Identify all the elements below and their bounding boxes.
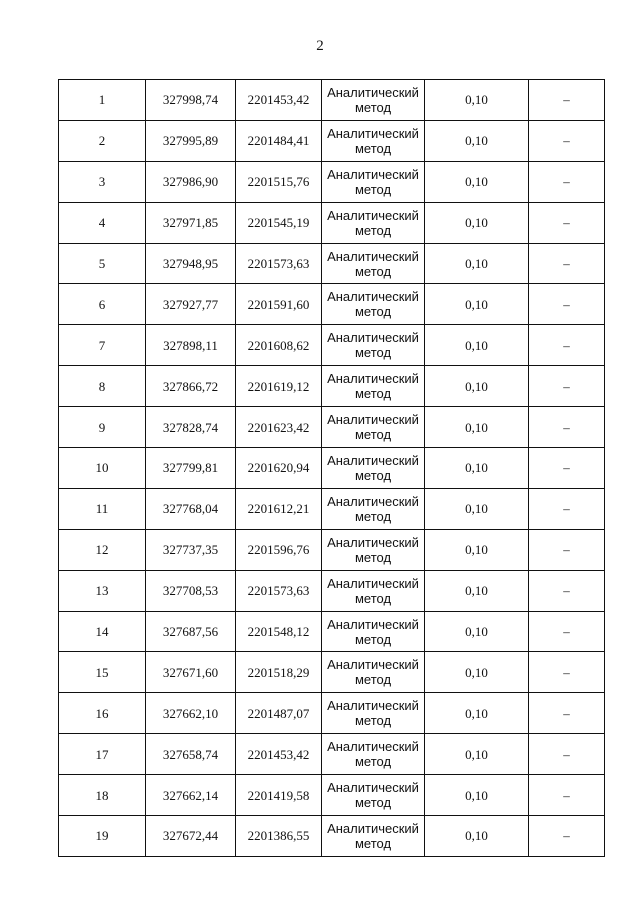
accuracy-cell: 0,10 (425, 816, 529, 857)
y-coordinate-cell: 2201608,62 (236, 325, 322, 366)
description-cell: – (529, 448, 605, 489)
method-line-2: метод (354, 427, 392, 443)
point-number-cell: 13 (59, 570, 146, 611)
accuracy-cell: 0,10 (425, 243, 529, 284)
x-coordinate-cell: 327828,74 (146, 407, 236, 448)
accuracy-cell: 0,10 (425, 202, 529, 243)
accuracy-cell: 0,10 (425, 652, 529, 693)
method-cell (322, 448, 425, 489)
method-line-1: Аналитический (327, 493, 419, 509)
method-line-1: Аналитический (327, 820, 419, 836)
point-number-cell: 12 (59, 529, 146, 570)
point-number-cell: 4 (59, 202, 146, 243)
accuracy-cell: 0,10 (425, 80, 529, 121)
method-line-2: метод (354, 754, 392, 770)
method-line-1: Аналитический (327, 289, 419, 305)
y-coordinate-cell: 2201548,12 (236, 611, 322, 652)
table-row (59, 775, 605, 816)
description-cell: – (529, 652, 605, 693)
y-coordinate-cell: 2201484,41 (236, 120, 322, 161)
accuracy-cell: 0,10 (425, 693, 529, 734)
method-line-1: Аналитический (327, 534, 419, 550)
x-coordinate-cell: 327898,11 (146, 325, 236, 366)
point-number-cell: 8 (59, 366, 146, 407)
x-coordinate-cell: 327927,77 (146, 284, 236, 325)
method-line-2: метод (354, 140, 392, 156)
table-row (59, 161, 605, 202)
table-row (59, 816, 605, 857)
y-coordinate-cell: 2201573,63 (236, 243, 322, 284)
description-cell: – (529, 775, 605, 816)
accuracy-cell: 0,10 (425, 734, 529, 775)
method-cell (322, 693, 425, 734)
method-line-1: Аналитический (327, 84, 419, 100)
method-line-1: Аналитический (327, 207, 419, 223)
method-line-2: метод (354, 467, 392, 483)
x-coordinate-cell: 327708,53 (146, 570, 236, 611)
point-number-cell: 9 (59, 407, 146, 448)
accuracy-cell: 0,10 (425, 407, 529, 448)
description-cell: – (529, 816, 605, 857)
method-cell (322, 325, 425, 366)
x-coordinate-cell: 327948,95 (146, 243, 236, 284)
description-cell: – (529, 570, 605, 611)
table-row (59, 529, 605, 570)
method-cell (322, 816, 425, 857)
description-cell: – (529, 611, 605, 652)
method-line-2: метод (354, 549, 392, 565)
accuracy-cell: 0,10 (425, 611, 529, 652)
y-coordinate-cell: 2201453,42 (236, 734, 322, 775)
table-body (59, 80, 605, 857)
point-number-cell: 18 (59, 775, 146, 816)
method-line-2: метод (354, 508, 392, 524)
x-coordinate-cell: 327971,85 (146, 202, 236, 243)
method-line-1: Аналитический (327, 452, 419, 468)
y-coordinate-cell: 2201518,29 (236, 652, 322, 693)
table-row (59, 366, 605, 407)
description-cell: – (529, 693, 605, 734)
y-coordinate-cell: 2201612,21 (236, 488, 322, 529)
method-line-2: метод (354, 304, 392, 320)
description-cell: – (529, 161, 605, 202)
method-cell (322, 366, 425, 407)
y-coordinate-cell: 2201545,19 (236, 202, 322, 243)
method-line-1: Аналитический (327, 412, 419, 428)
table-row (59, 488, 605, 529)
y-coordinate-cell: 2201596,76 (236, 529, 322, 570)
page-number: 2 (316, 38, 324, 54)
method-line-1: Аналитический (327, 780, 419, 796)
x-coordinate-cell: 327986,90 (146, 161, 236, 202)
point-number-cell: 15 (59, 652, 146, 693)
y-coordinate-cell: 2201573,63 (236, 570, 322, 611)
description-cell: – (529, 284, 605, 325)
x-coordinate-cell: 327658,74 (146, 734, 236, 775)
point-number-cell: 16 (59, 693, 146, 734)
method-line-1: Аналитический (327, 739, 419, 755)
point-number-cell: 1 (59, 80, 146, 121)
point-number-cell: 6 (59, 284, 146, 325)
table-row (59, 693, 605, 734)
x-coordinate-cell: 327687,56 (146, 611, 236, 652)
description-cell: – (529, 325, 605, 366)
method-line-2: метод (354, 99, 392, 115)
method-line-1: Аналитический (327, 166, 419, 182)
table-row (59, 407, 605, 448)
method-line-1: Аналитический (327, 248, 419, 264)
method-cell (322, 407, 425, 448)
coordinates-table (58, 79, 605, 857)
method-line-2: метод (354, 590, 392, 606)
table-row (59, 202, 605, 243)
method-line-1: Аналитический (327, 125, 419, 141)
table-row (59, 325, 605, 366)
x-coordinate-cell: 327998,74 (146, 80, 236, 121)
point-number-cell: 14 (59, 611, 146, 652)
accuracy-cell: 0,10 (425, 448, 529, 489)
method-cell (322, 529, 425, 570)
method-cell (322, 611, 425, 652)
method-line-2: метод (354, 345, 392, 361)
point-number-cell: 19 (59, 816, 146, 857)
method-cell (322, 80, 425, 121)
y-coordinate-cell: 2201515,76 (236, 161, 322, 202)
x-coordinate-cell: 327662,14 (146, 775, 236, 816)
method-cell (322, 570, 425, 611)
description-cell: – (529, 366, 605, 407)
method-cell (322, 652, 425, 693)
accuracy-cell: 0,10 (425, 325, 529, 366)
description-cell: – (529, 488, 605, 529)
y-coordinate-cell: 2201619,12 (236, 366, 322, 407)
point-number-cell: 10 (59, 448, 146, 489)
y-coordinate-cell: 2201620,94 (236, 448, 322, 489)
table-row (59, 80, 605, 121)
y-coordinate-cell: 2201386,55 (236, 816, 322, 857)
method-line-1: Аналитический (327, 371, 419, 387)
table-row (59, 120, 605, 161)
y-coordinate-cell: 2201419,58 (236, 775, 322, 816)
point-number-cell: 7 (59, 325, 146, 366)
x-coordinate-cell: 327768,04 (146, 488, 236, 529)
accuracy-cell: 0,10 (425, 366, 529, 407)
method-cell (322, 775, 425, 816)
y-coordinate-cell: 2201591,60 (236, 284, 322, 325)
point-number-cell: 5 (59, 243, 146, 284)
table-row (59, 284, 605, 325)
description-cell: – (529, 734, 605, 775)
description-cell: – (529, 80, 605, 121)
method-line-2: метод (354, 835, 392, 851)
accuracy-cell: 0,10 (425, 120, 529, 161)
accuracy-cell: 0,10 (425, 529, 529, 570)
y-coordinate-cell: 2201623,42 (236, 407, 322, 448)
point-number-cell: 2 (59, 120, 146, 161)
method-cell (322, 243, 425, 284)
table-row (59, 448, 605, 489)
x-coordinate-cell: 327672,44 (146, 816, 236, 857)
method-cell (322, 120, 425, 161)
table-row (59, 652, 605, 693)
point-number-cell: 11 (59, 488, 146, 529)
description-cell: – (529, 529, 605, 570)
accuracy-cell: 0,10 (425, 488, 529, 529)
accuracy-cell: 0,10 (425, 161, 529, 202)
table-row (59, 243, 605, 284)
method-line-1: Аналитический (327, 575, 419, 591)
method-cell (322, 161, 425, 202)
method-line-2: метод (354, 631, 392, 647)
method-line-2: метод (354, 222, 392, 238)
accuracy-cell: 0,10 (425, 284, 529, 325)
method-line-2: метод (354, 386, 392, 402)
method-cell (322, 284, 425, 325)
method-cell (322, 734, 425, 775)
method-line-2: метод (354, 713, 392, 729)
accuracy-cell: 0,10 (425, 570, 529, 611)
x-coordinate-cell: 327662,10 (146, 693, 236, 734)
x-coordinate-cell: 327671,60 (146, 652, 236, 693)
method-line-2: метод (354, 672, 392, 688)
method-line-1: Аналитический (327, 698, 419, 714)
description-cell: – (529, 407, 605, 448)
table-row (59, 611, 605, 652)
point-number-cell: 3 (59, 161, 146, 202)
method-line-1: Аналитический (327, 657, 419, 673)
point-number-cell: 17 (59, 734, 146, 775)
y-coordinate-cell: 2201453,42 (236, 80, 322, 121)
table-row (59, 734, 605, 775)
table-row (59, 570, 605, 611)
description-cell: – (529, 202, 605, 243)
description-cell: – (529, 243, 605, 284)
x-coordinate-cell: 327866,72 (146, 366, 236, 407)
description-cell: – (529, 120, 605, 161)
x-coordinate-cell: 327995,89 (146, 120, 236, 161)
method-line-2: метод (354, 795, 392, 811)
y-coordinate-cell: 2201487,07 (236, 693, 322, 734)
method-line-1: Аналитический (327, 616, 419, 632)
x-coordinate-cell: 327799,81 (146, 448, 236, 489)
method-cell (322, 202, 425, 243)
method-line-1: Аналитический (327, 330, 419, 346)
accuracy-cell: 0,10 (425, 775, 529, 816)
method-cell (322, 488, 425, 529)
method-line-2: метод (354, 263, 392, 279)
method-line-2: метод (354, 181, 392, 197)
x-coordinate-cell: 327737,35 (146, 529, 236, 570)
